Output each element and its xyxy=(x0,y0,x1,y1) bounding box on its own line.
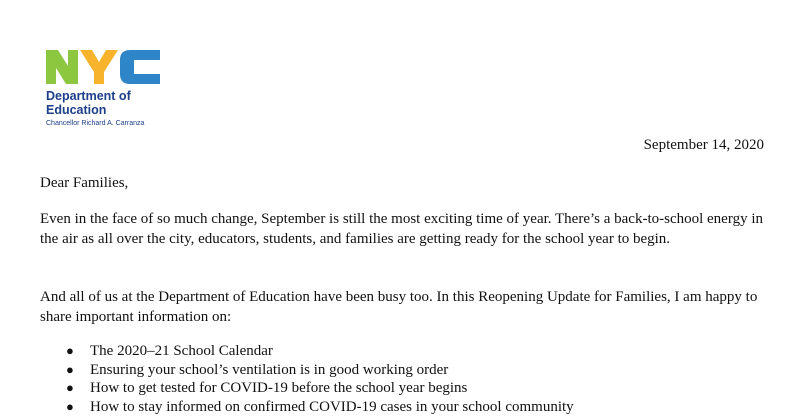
list-item: ● The 2020–21 School Calendar xyxy=(66,343,273,359)
letter-date: September 14, 2020 xyxy=(643,137,764,153)
chancellor-name: Chancellor Richard A. Carranza xyxy=(46,120,145,127)
department-line-2: Education xyxy=(46,103,107,117)
bullet-icon: ● xyxy=(66,380,74,395)
bullet-icon: ● xyxy=(66,361,74,377)
list-item: ● Ensuring your school’s ventilation is in good working order xyxy=(66,361,449,378)
paragraph-update: And all of us at the Department of Education have been busy too. In this Reopening Update for Families, I am happy to share important information on: xyxy=(40,289,758,325)
paragraph-intro: Even in the face of so much change, September is still the most exciting time of year. There’s a back-to-school energy in the air as all over the city, educators, students, and families are getting ready for the school year to begin. xyxy=(40,211,763,247)
nyc-wordmark-icon xyxy=(44,46,164,86)
nyc-doe-logo xyxy=(44,46,184,136)
bullet-icon: ● xyxy=(66,343,74,358)
department-name xyxy=(46,89,131,117)
list-item: ● How to get tested for COVID-19 before the school year begins xyxy=(66,380,468,396)
bullet-icon: ● xyxy=(66,398,74,414)
topics-list xyxy=(40,342,768,416)
department-line-1: Department of xyxy=(46,89,131,103)
salutation: Dear Families, xyxy=(40,175,129,191)
list-item: ● How to stay informed on confirmed COVID-19 cases in your school community xyxy=(66,398,574,415)
